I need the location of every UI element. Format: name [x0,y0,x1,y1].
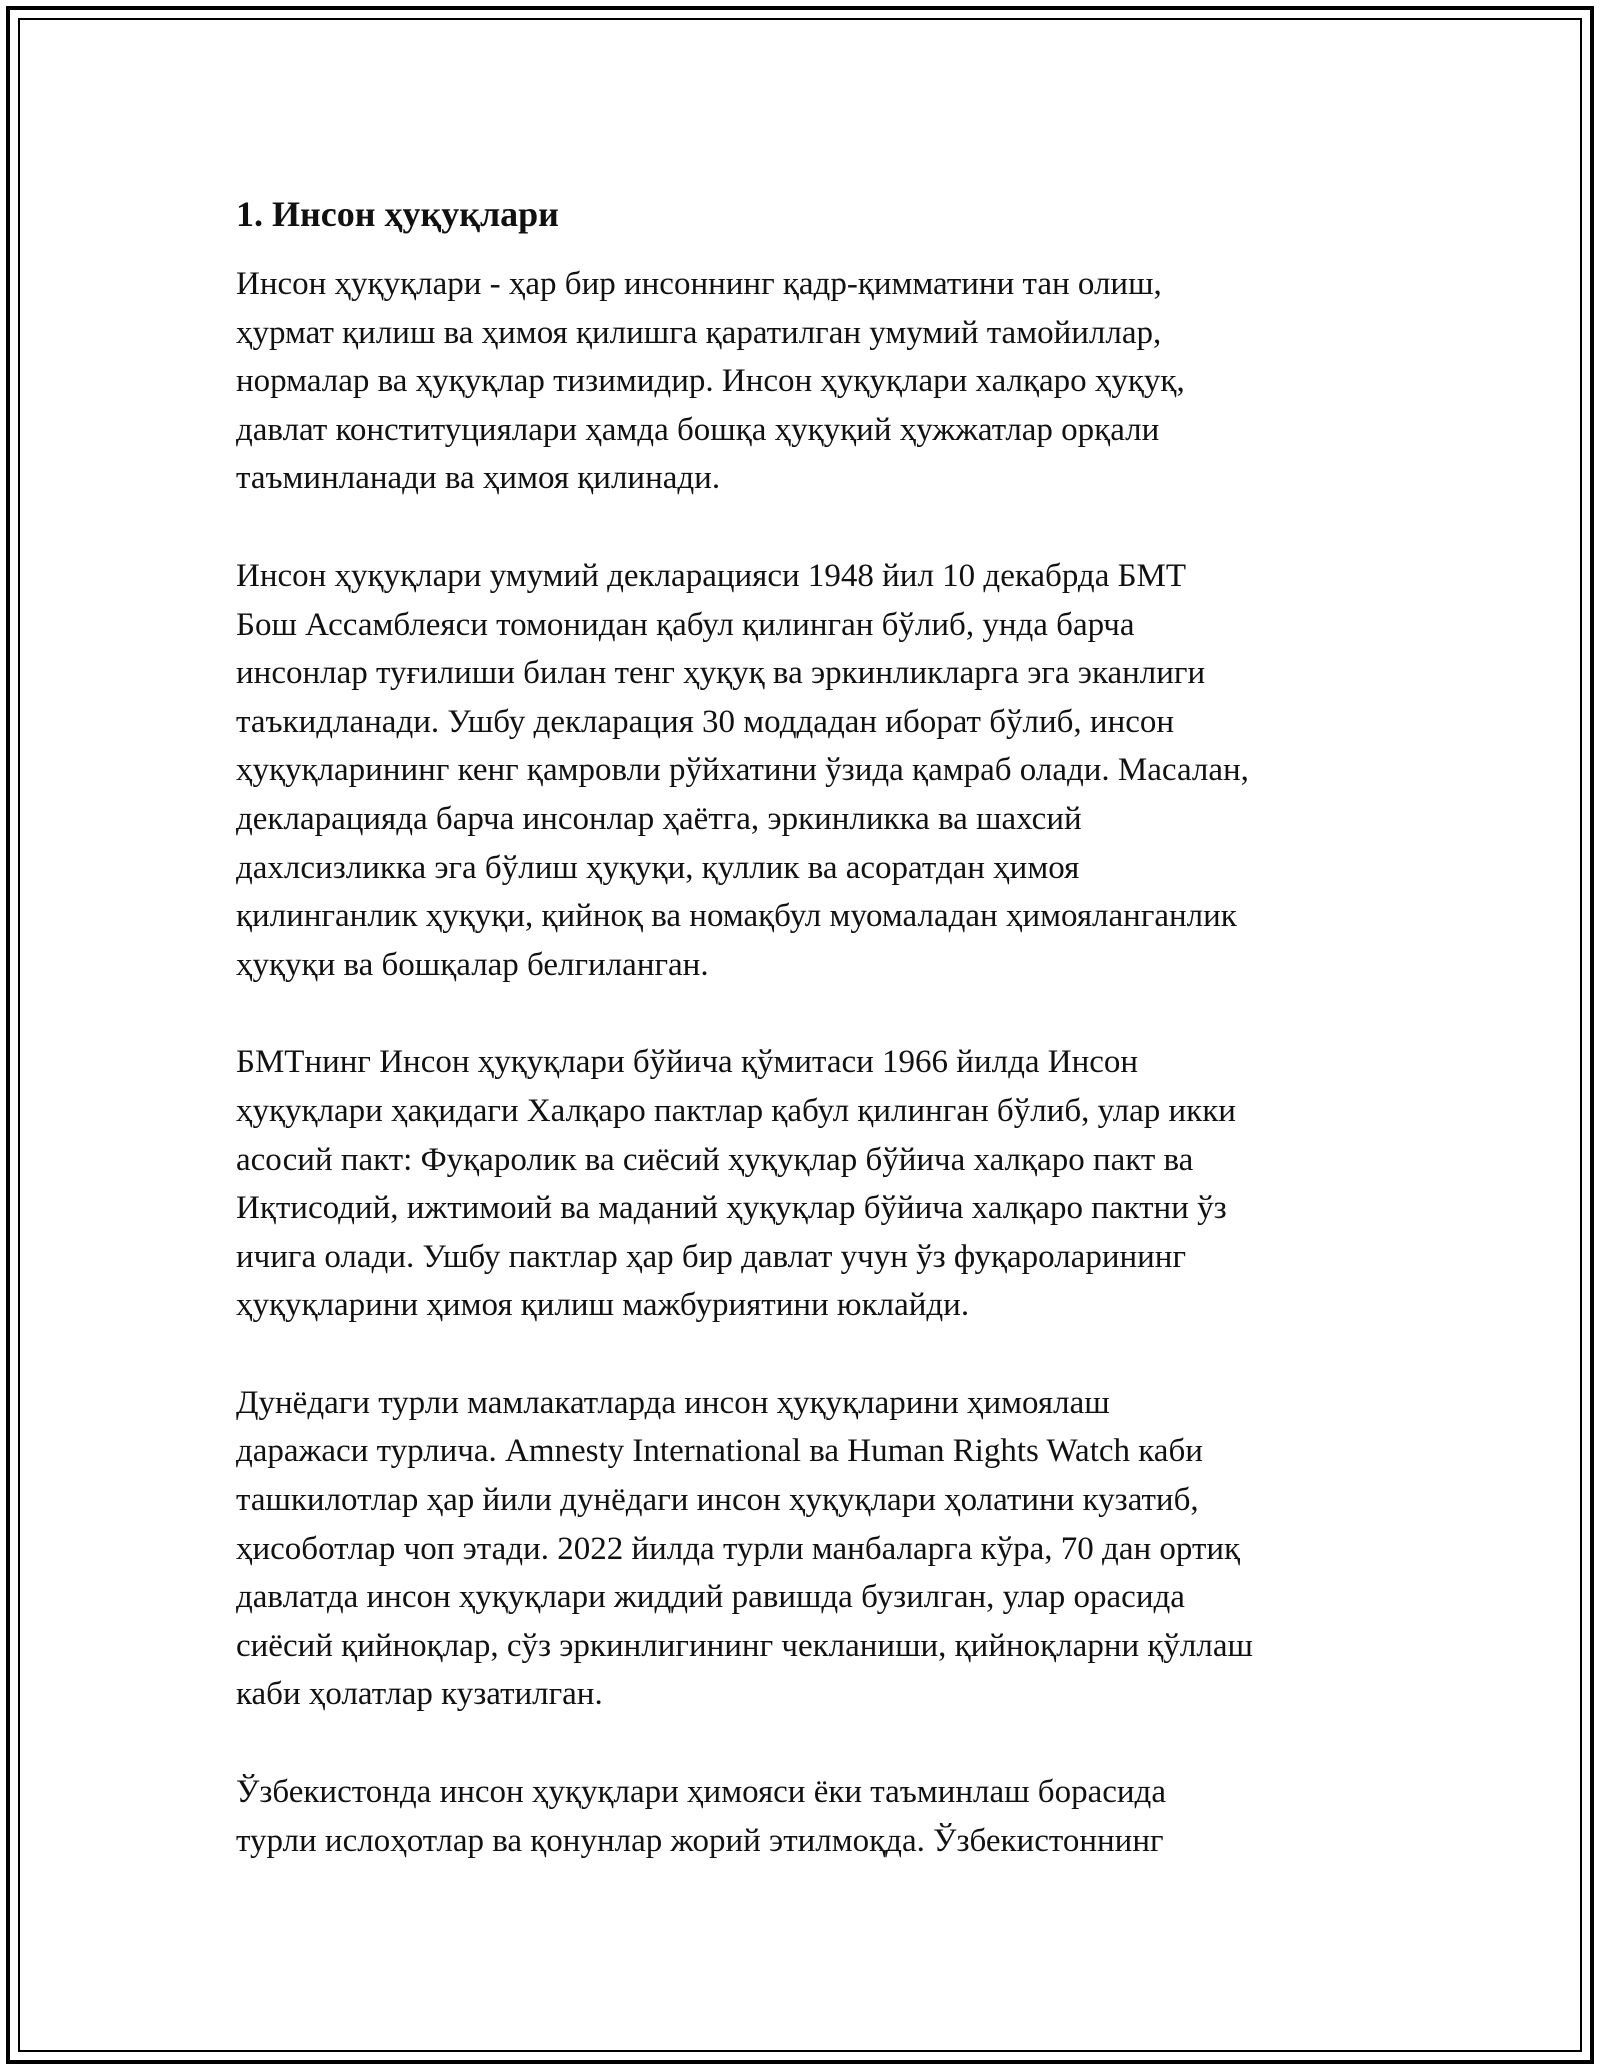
paragraph-line: асосий пакт: Фуқаролик ва сиёсий ҳуқуқлар бўйича халқаро пакт ва [236,1141,1194,1178]
paragraph [236,1038,1386,1330]
paragraph-line: БМТнинг Инсон ҳуқуқлари бўйича қўмитаси 1966 йилда Инсон [236,1044,1139,1081]
paragraph-line: ҳурмат қилиш ва ҳимоя қилишга қаратилган умумий тамойиллар, [236,314,1162,351]
paragraph-line: таъминланади ва ҳимоя қилинади. [236,460,721,497]
paragraphs-container [236,260,1386,1865]
paragraph-line: ҳуқуқларининг кенг қамровли рўйхатини ўзида қамраб олади. Масалан, [236,752,1249,789]
paragraph-line: ҳуқуқи ва бошқалар белгиланган. [236,946,709,983]
paragraph-line: Дунёдаги турли мамлакатларда инсон ҳуқуқларини ҳимоялаш [236,1384,1110,1421]
paragraph-line: ташкилотлар ҳар йили дунёдаги инсон ҳуқуқлари ҳолатини кузатиб, [236,1482,1199,1519]
paragraph-line: ҳисоботлар чоп этади. 2022 йилда турли манбаларга кўра, 70 дан ортиқ [236,1530,1241,1567]
paragraph-line: Инсон ҳуқуқлари умумий декларацияси 1948 йил 10 декабрда БМТ [236,557,1187,594]
paragraph-line: давлат конституциялари ҳамда бошқа ҳуқуқий ҳужжатлар орқали [236,411,1160,448]
paragraph-line: инсонлар туғилиши билан тенг ҳуқуқ ва эркинликларга эга эканлиги [236,655,1206,692]
paragraph [236,1768,1386,1865]
paragraph-line: Ўзбекистонда инсон ҳуқуқлари ҳимояси ёки таъминлаш борасида [236,1774,1166,1811]
paragraph [236,552,1386,989]
paragraph-line: декларацияда барча инсонлар ҳаётга, эркинликка ва шахсий [236,800,1082,837]
paragraph-line: Бош Ассамблеяси томонидан қабул қилинган бўлиб, унда барча [236,606,1135,643]
paragraph-line: нормалар ва ҳуқуқлар тизимидир. Инсон ҳуқуқлари халқаро ҳуқуқ, [236,363,1185,400]
paragraph-line: ҳуқуқлари ҳақидаги Халқаро пактлар қабул қилинган бўлиб, улар икки [236,1092,1236,1129]
paragraph-line: дахлсизликка эга бўлиш ҳуқуқи, қуллик ва асоратдан ҳимоя [236,849,1080,886]
paragraph-line: ичига олади. Ушбу пактлар ҳар бир давлат учун ўз фуқароларининг [236,1238,1187,1275]
paragraph-line: Иқтисодий, ижтимоий ва маданий ҳуқуқлар бўйича халқаро пактни ўз [236,1190,1227,1227]
paragraph-line: сиёсий қийноқлар, сўз эркинлигининг чекланиши, қийноқларни қўллаш [236,1627,1253,1664]
paragraph-line: таъкидланади. Ушбу декларация 30 моддадан иборат бўлиб, инсон [236,703,1175,740]
section-heading: 1. Инсон ҳуқуқлари [236,194,559,234]
paragraph-line: турли ислоҳотлар ва қонунлар жорий этилмоқда. Ўзбекистоннинг [236,1822,1164,1859]
paragraph-line: даражаси турлича. Amnesty International ва Human Rights Watch каби [236,1433,1203,1470]
paragraph-line: каби ҳолатлар кузатилган. [236,1676,603,1713]
paragraph-line: қилинганлик ҳуқуқи, қийноқ ва номақбул муомаладан ҳимояланганлик [236,898,1237,935]
paragraph-line: ҳуқуқларини ҳимоя қилиш мажбуриятини юклайди. [236,1287,970,1324]
paragraph [236,1379,1386,1719]
paragraph [236,260,1386,503]
document-body [236,190,1386,1914]
paragraph-line: Инсон ҳуқуқлари - ҳар бир инсоннинг қадр-қимматини тан олиш, [236,266,1162,302]
paragraph-line: давлатда инсон ҳуқуқлари жиддий равишда бузилган, улар орасида [236,1579,1185,1616]
